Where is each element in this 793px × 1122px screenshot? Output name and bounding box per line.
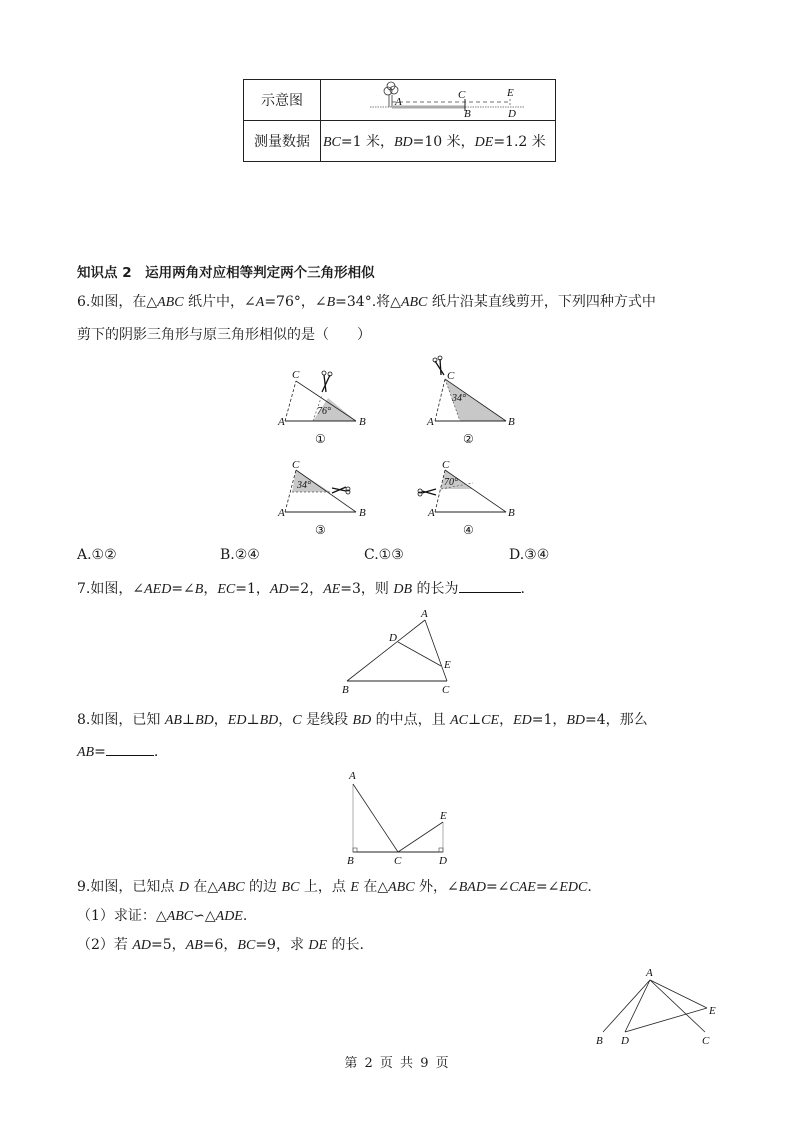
q9-sub2 [77, 935, 364, 956]
angle-label: 76° [317, 406, 331, 417]
math-text: B [194, 582, 204, 597]
math-text: AC [450, 713, 468, 728]
label-a: A [646, 967, 653, 979]
text-part: =34°.将△ [335, 294, 401, 310]
q9-figure [585, 960, 725, 1050]
q6-figure-4 [418, 459, 515, 537]
text-part: 的长. [327, 937, 364, 953]
diagram-label-d: D [508, 108, 516, 119]
angle-label: 70° [444, 477, 458, 488]
text-part: 是线段 [301, 712, 353, 728]
text-part: 纸片沿某直线剪开，下列四种方式中 [427, 294, 656, 310]
text-part: ⊥ [468, 712, 482, 728]
diagram-label-a: A [395, 96, 402, 108]
label-c: C [447, 370, 455, 382]
section-heading: 知识点 2 运用两角对应相等判定两个三角形相似 [77, 265, 375, 281]
text-part: =9，求 [255, 937, 309, 953]
label-b: B [508, 416, 515, 428]
scissors-icon [322, 371, 332, 392]
label-b: B [359, 416, 366, 428]
figure-number: ④ [463, 523, 474, 537]
text-part: =∠ [485, 879, 510, 895]
text-part: ⊥ [246, 712, 260, 728]
text-part: 7.如图，∠ [77, 581, 145, 597]
label-d: D [389, 632, 397, 644]
label-b: B [347, 855, 354, 867]
text-part: 的边 [244, 879, 282, 895]
text-part: =6， [202, 937, 238, 953]
text-part: ∽△ [193, 908, 216, 924]
label-e: E [709, 1005, 716, 1017]
math-text: DE [308, 938, 328, 953]
angle-label: 34° [452, 393, 466, 404]
math-text: ED [513, 713, 532, 728]
math-text: A [255, 295, 265, 310]
math-text: BD [566, 713, 586, 728]
q6-figure-3 [277, 459, 366, 537]
diagram-label-b: B [464, 108, 471, 119]
label-e: E [440, 810, 447, 822]
math-text: BD [393, 135, 413, 150]
label-c: C [292, 369, 300, 381]
q6-figure-2 [426, 356, 515, 446]
table-row [244, 80, 556, 121]
q6-line2: 剪下的阴影三角形与原三角形相似的是（ ） [77, 327, 371, 343]
table-label-diagram: 示意图 [244, 80, 321, 121]
page-footer: 第 2 页 共 9 页 [344, 1056, 449, 1071]
math-text: BC [323, 135, 341, 150]
scissors-icon [433, 356, 444, 375]
answer-blank[interactable] [459, 578, 521, 593]
math-text: ABC [218, 880, 245, 895]
label-b: B [596, 1035, 603, 1047]
math-text: BAD [458, 880, 486, 895]
q7-text [77, 578, 525, 600]
label-b: B [359, 507, 366, 519]
text-part: . [520, 581, 525, 597]
label-d: D [439, 855, 447, 867]
text-part: 9.如图，已知点 [77, 879, 179, 895]
text-part: ， [499, 712, 514, 728]
math-text: C [292, 713, 302, 728]
tree-shadow-diagram [325, 81, 551, 119]
math-text: AD [132, 938, 152, 953]
diagram-label-c: C [458, 89, 466, 101]
math-text: B [326, 295, 336, 310]
text-part: =2， [288, 581, 324, 597]
text-part: （1）求证：△ [77, 908, 167, 924]
label-b: B [508, 507, 515, 519]
text-part: ⊥ [181, 712, 196, 728]
label-a: A [349, 770, 356, 782]
math-text: ABC [157, 295, 184, 310]
math-text: DE [474, 135, 494, 150]
math-text: DB [393, 582, 413, 597]
text-part: . [153, 744, 159, 760]
math-text: AB [185, 938, 203, 953]
q8-line1 [77, 710, 648, 731]
math-text: BD [352, 713, 372, 728]
q9-sub1 [77, 906, 247, 927]
table-label-data: 测量数据 [244, 121, 321, 162]
math-text: EDC [559, 880, 588, 895]
label-d: D [621, 1035, 629, 1047]
q6-option-a[interactable]: A.①② [77, 547, 117, 563]
q7-figure [330, 600, 470, 700]
label-c: C [442, 459, 450, 471]
scissors-icon [418, 489, 436, 496]
text-part: 的中点，且 [371, 712, 451, 728]
math-text: ABC [388, 880, 415, 895]
label-b: B [342, 684, 349, 696]
angle-label: 34° [297, 480, 311, 491]
text-part: =1， [235, 581, 270, 597]
scissors-icon [332, 487, 350, 494]
math-text: D [178, 880, 189, 895]
math-text: AE [323, 582, 341, 597]
text-part: 在△ [188, 879, 219, 895]
figure-number: ③ [315, 523, 326, 537]
math-text: BD [195, 713, 214, 728]
q6-option-d[interactable]: D.③④ [509, 547, 550, 563]
figure-number: ① [315, 432, 326, 446]
q6-figure-1 [277, 369, 366, 446]
label-c: C [394, 855, 402, 867]
text-part: 在△ [358, 879, 389, 895]
text-part: （2）若 [77, 937, 133, 953]
q6-option-b[interactable]: B.②④ [220, 547, 260, 563]
math-text: ED [227, 713, 247, 728]
label-e: E [444, 659, 451, 671]
math-text: ABC [166, 909, 194, 924]
text-part: ， [278, 712, 293, 728]
text-part: = [94, 744, 106, 760]
q6-option-c[interactable]: C.①③ [364, 547, 404, 563]
math-text: CAE [509, 880, 536, 895]
text-part: 纸片中，∠ [183, 294, 256, 310]
label-c: C [702, 1035, 710, 1047]
text-part: 外，∠ [414, 879, 459, 895]
math-text: BC [281, 880, 300, 895]
q9-line1 [77, 877, 592, 898]
math-text: BD [259, 713, 279, 728]
diagram-label-e: E [507, 87, 514, 99]
math-text: CE [481, 713, 500, 728]
math-text: AB [164, 713, 182, 728]
text-part: ， [213, 712, 228, 728]
label-a: A [427, 416, 434, 428]
q8-figure [330, 765, 470, 870]
text-part: =1， [531, 712, 567, 728]
text-part: 6.如图，在△ [77, 294, 158, 310]
label-c: C [292, 459, 300, 471]
text-part: =76°，∠ [264, 294, 327, 310]
text-part: 上，点 [299, 879, 351, 895]
text-part: 8.如图，已知 [77, 712, 165, 728]
q8-line2 [77, 741, 158, 763]
math-text: ABC [400, 295, 428, 310]
math-text: AED [144, 582, 172, 597]
text-part: =5， [151, 937, 186, 953]
label-a: A [421, 608, 428, 620]
answer-blank[interactable] [106, 741, 154, 756]
text-part: . [587, 879, 592, 895]
table-diagram-cell [321, 80, 556, 121]
measurement-table [243, 79, 556, 162]
math-text: EC [217, 582, 236, 597]
text-part: ， [203, 581, 218, 597]
label-a: A [278, 507, 285, 519]
text-part: 的长为 [412, 581, 459, 597]
math-text: AD [269, 582, 289, 597]
figure-number: ② [463, 432, 474, 446]
table-row [244, 121, 556, 162]
label-a: A [278, 416, 285, 428]
label-a: A [428, 507, 435, 519]
math-text: E [350, 880, 359, 895]
text-part: =∠ [171, 581, 195, 597]
math-text: ADE [215, 909, 243, 924]
text-part: . [242, 908, 248, 924]
text-part: =1 米， [340, 134, 394, 150]
math-text: AB [77, 745, 95, 760]
table-data-value [321, 121, 556, 162]
math-text: BC [237, 938, 256, 953]
text-part: =∠ [535, 879, 560, 895]
text-part: =1.2 米 [493, 134, 546, 150]
text-part: =3，则 [340, 581, 394, 597]
q6-line1 [77, 292, 656, 313]
text-part: =4，那么 [585, 712, 648, 728]
label-c: C [442, 684, 450, 696]
text-part: =10 米， [412, 134, 475, 150]
q6-figures [270, 355, 530, 540]
